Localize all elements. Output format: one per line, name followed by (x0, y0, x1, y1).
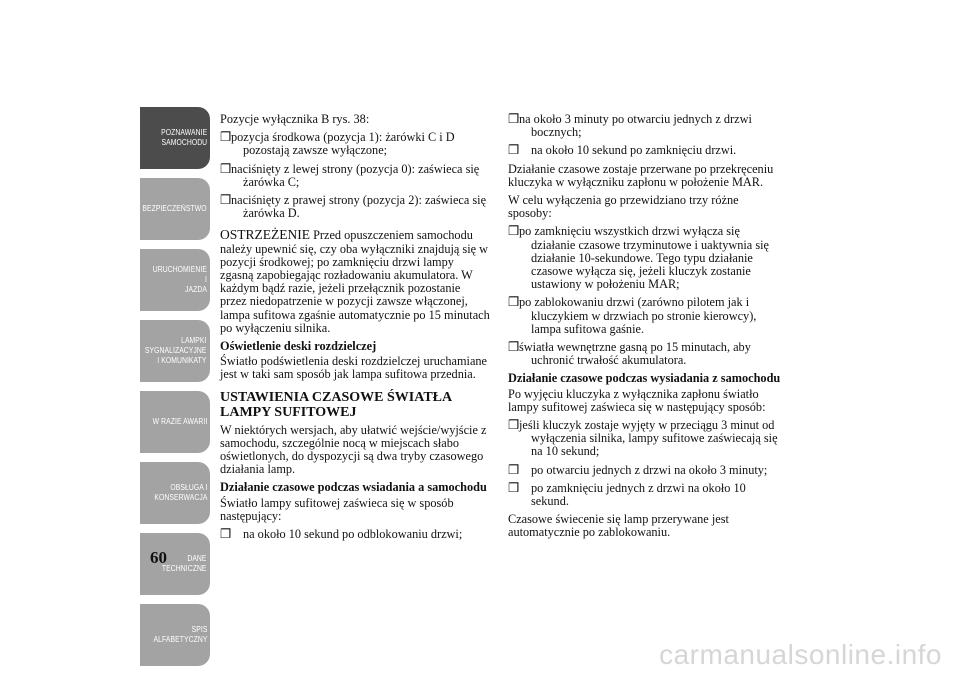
list-item: ❒ po zablokowaniu drzwi (zarówno pilotem jak i kluczykiem w drzwiach po stronie kierowcy), lampa sufitowa gaśnie. (508, 295, 757, 336)
dashboard-lighting-title: Oświetlenie deski rozdzielczej (220, 339, 377, 354)
checkbox-bullet-icon: ❒ (508, 418, 520, 433)
disable-methods-text: W celu wyłączenia go przewidziano trzy różne sposoby: (508, 193, 739, 221)
exit-timing-text: Po wyjęciu kluczyka z wyłącznika zapłonu światło lampy sufitowej zaświeca się w następujący sposób: (508, 386, 766, 414)
list-item: ❒ po otwarciu jednych z drzwi na około 3 minuty; (508, 462, 768, 477)
section-text: W niektórych wersjach, aby ułatwić wejście/wyjście z samochodu, szczególnie nocą w miejscach słabo oświetlonych, do dyspozycji są dwa tryby czasowego działania lamp. (220, 422, 487, 477)
list-item: ❒ światła wewnętrzne gasną po 15 minutach, aby uchronić trwałość akumulatora. (508, 340, 751, 368)
checkbox-bullet-icon: ❒ (220, 130, 232, 145)
tab-obsluga-i-konserwacja[interactable] (140, 462, 210, 524)
intro-text: Pozycje wyłącznika B rys. 38: (220, 112, 370, 126)
tab-spis-alfabetyczny[interactable] (140, 604, 210, 666)
list-item: ❒ pozycja środkowa (pozycja 1): żarówki C i D pozostają zawsze wyłączone; (220, 130, 455, 158)
final-text: Czasowe świecenie się lamp przerywane jest automatycznie po zablokowaniu. (508, 512, 729, 540)
checkbox-bullet-icon: ❒ (508, 340, 520, 355)
checkbox-bullet-icon: ❒ (220, 193, 232, 208)
checkbox-bullet-icon: ❒ (508, 480, 520, 495)
checkbox-bullet-icon: ❒ (508, 224, 520, 239)
list-item: ❒ na około 10 sekund po zamknięciu drzwi. (508, 143, 737, 158)
tab-poznawanie-samochodu[interactable] (140, 107, 210, 169)
checkbox-bullet-icon: ❒ (508, 143, 520, 158)
page-number: 60 (150, 548, 167, 567)
tab-label: URUCHOMIENIE I JAZDA (152, 265, 207, 294)
list-item: ❒ na około 3 minuty po otwarciu jednych z drzwi bocznych; (508, 112, 752, 140)
list-item: ❒ na około 10 sekund po odblokowaniu drzwi; (220, 527, 463, 542)
dashboard-lighting-text: Światło podświetlenia deski rozdzielczej uruchamiane jest w taki sam sposób jak lampa sufitowa przednia. (220, 354, 488, 382)
list-item: ❒ po zamknięciu jednych z drzwi na około 10 sekund. (508, 480, 746, 509)
tab-label: SPIS ALFABETYCZNY (153, 625, 207, 644)
watermark: carmanualsonline.info (659, 639, 942, 670)
tab-label: POZNAWANIE SAMOCHODU (160, 128, 207, 147)
list-item: ❒ naciśnięty z lewej strony (pozycja 0): zaświeca się żarówka C; (220, 161, 480, 189)
list-item: ❒ naciśnięty z prawej strony (pozycja 2): zaświeca się żarówka D. (220, 193, 487, 221)
section-title: USTAWIENIA CZASOWE ŚWIATŁA LAMPY SUFITOWEJ (220, 389, 452, 420)
list-item: ❒ po zamknięciu wszystkich drzwi wyłącza się działanie czasowe trzyminutowe i uaktywnia się działanie 10-sekundowe. Tego typu działanie czasowe wyłącza się, jeżeli kluczyk zostanie ustawiony w położeniu MAR; (508, 224, 769, 292)
tab-w-razie-awarii[interactable] (140, 391, 210, 453)
chapter-sidebar (140, 107, 210, 675)
tab-label: W RAZIE AWARII (152, 417, 207, 426)
tab-label: DANE TECHNICZNE (162, 554, 207, 573)
left-column (220, 113, 490, 546)
checkbox-bullet-icon: ❒ (508, 295, 520, 310)
warning-text: Przed opuszczeniem samochodu należy upewnić się, czy oba wyłączniki znajdują się w pozycji środkowej; po zamknięciu drzwi lampy zgasną zapobiegając rozładowaniu akumulatora. W każdym bądź razie, jeżeli przełącznik pozostanie przez niedopatrzenie w pozycji zawsze włączonej, lampa sufitowa zgaśnie automatycznie po 15 minutach po wyłączeniu silnika. (220, 228, 490, 335)
tab-uruchomienie-i-jazda[interactable] (140, 249, 210, 311)
exit-timing-title: Działanie czasowe podczas wysiadania z samochodu (508, 371, 781, 386)
checkbox-bullet-icon: ❒ (220, 527, 232, 542)
tab-label: OBSŁUGA I KONSERWACJA (153, 483, 207, 502)
tab-label: BEZPIECZEŃSTWO (142, 204, 207, 213)
checkbox-bullet-icon: ❒ (220, 161, 232, 176)
tab-label: LAMPKI SYGNALIZACYJNE I KOMUNIKATY (145, 336, 207, 365)
tab-lampki-sygnalizacyjne[interactable] (140, 320, 210, 382)
list-item: ❒ jeśli kluczyk zostaje wyjęty w przeciągu 3 minut od wyłączenia silnika, lampy sufitowe zaświecają się na 10 sekund; (508, 418, 778, 459)
right-column (508, 113, 783, 545)
entry-timing-title: Działanie czasowe podczas wsiadania a samochodu (220, 480, 487, 495)
tab-bezpieczenstwo[interactable] (140, 178, 210, 240)
checkbox-bullet-icon: ❒ (508, 112, 520, 126)
warning-paragraph (220, 228, 490, 335)
entry-timing-text: Światło lampy sufitowej zaświeca się w sposób następujący: (220, 495, 454, 523)
checkbox-bullet-icon: ❒ (508, 462, 520, 477)
warning-label: OSTRZEŻENIE (220, 227, 310, 243)
timing-interrupt-text: Działanie czasowe zostaje przerwane po przekręceniu kluczyka w wyłączniku zapłonu w położenie MAR. (508, 161, 774, 189)
